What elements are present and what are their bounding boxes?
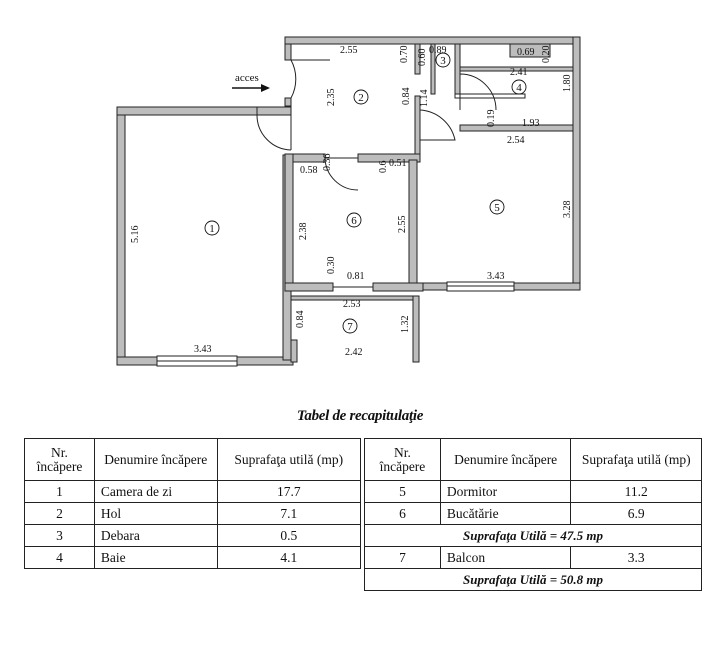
room-number-5: 5 bbox=[494, 202, 500, 214]
header-name: Denumire încăpere bbox=[440, 439, 571, 481]
table-row bbox=[365, 547, 702, 569]
row-name: Dormitor bbox=[440, 481, 571, 503]
recap-table-right bbox=[364, 438, 702, 591]
row-nr: 3 bbox=[25, 525, 95, 547]
row-name: Balcon bbox=[440, 547, 571, 569]
dim-dorm-bottom: 3.43 bbox=[487, 271, 505, 282]
table-row bbox=[365, 503, 702, 525]
row-area: 0.5 bbox=[217, 525, 360, 547]
header-area: Suprafaţa utilă (mp) bbox=[217, 439, 360, 481]
dim-buc-f: 0.81 bbox=[347, 271, 365, 282]
dim-hol-height: 2.35 bbox=[326, 88, 337, 106]
table-row bbox=[365, 481, 702, 503]
access-arrow bbox=[232, 84, 270, 92]
room-number-3: 3 bbox=[440, 55, 446, 67]
table-row bbox=[25, 525, 361, 547]
row-name: Baie bbox=[94, 547, 217, 569]
room-number-4: 4 bbox=[516, 82, 522, 94]
dim-hol-top: 2.55 bbox=[340, 45, 358, 56]
room-number-1: 1 bbox=[209, 223, 215, 235]
dim-balc-right: 1.32 bbox=[400, 315, 411, 333]
dim-baie-width: 2.41 bbox=[510, 67, 528, 78]
row-nr: 4 bbox=[25, 547, 95, 569]
dim-r1-width: 3.43 bbox=[194, 344, 212, 355]
dim-baie-bottom: 1.93 bbox=[522, 118, 540, 129]
recap-table-left bbox=[24, 438, 361, 569]
row-name: Camera de zi bbox=[94, 481, 217, 503]
dim-debara-b: 0.84 bbox=[401, 87, 412, 105]
dim-hol-door: 0.70 bbox=[399, 45, 410, 63]
dim-buc-height-left: 2.38 bbox=[298, 222, 309, 240]
header-nr: Nr. încăpere bbox=[25, 439, 95, 481]
dim-baie-height: 1.80 bbox=[562, 74, 573, 92]
room-number-6: 6 bbox=[351, 215, 357, 227]
row-nr: 2 bbox=[25, 503, 95, 525]
total-row: Suprafaţa Utilă = 50.8 mp bbox=[365, 569, 702, 591]
row-area: 17.7 bbox=[217, 481, 360, 503]
dim-baie-a: 0.69 bbox=[517, 47, 535, 58]
dim-debara-c: 1.14 bbox=[419, 89, 430, 107]
row-nr: 7 bbox=[365, 547, 441, 569]
room-number-7: 7 bbox=[347, 321, 353, 333]
dim-r1-height: 5.16 bbox=[130, 225, 141, 243]
access-label: acces bbox=[235, 72, 259, 84]
room-number-2: 2 bbox=[358, 92, 364, 104]
subtotal-row: Suprafaţa Utilă = 47.5 mp bbox=[365, 525, 702, 547]
row-area: 4.1 bbox=[217, 547, 360, 569]
dim-buc-b: 0.36 bbox=[322, 153, 333, 171]
row-nr: 1 bbox=[25, 481, 95, 503]
table-row bbox=[25, 481, 361, 503]
dim-baie-b: 0.20 bbox=[541, 45, 552, 63]
table-row bbox=[25, 547, 361, 569]
dim-buc-e: 0.30 bbox=[326, 256, 337, 274]
row-area: 6.9 bbox=[571, 503, 702, 525]
dim-debara-width: 0.89 bbox=[429, 45, 447, 56]
row-area: 11.2 bbox=[571, 481, 702, 503]
header-area: Suprafaţa utilă (mp) bbox=[571, 439, 702, 481]
dim-buc-c: 0.51 bbox=[389, 158, 407, 169]
row-area: 3.3 bbox=[571, 547, 702, 569]
row-name: Hol bbox=[94, 503, 217, 525]
row-nr: 5 bbox=[365, 481, 441, 503]
row-name: Bucătărie bbox=[440, 503, 571, 525]
table-row bbox=[25, 503, 361, 525]
header-name: Denumire încăpere bbox=[94, 439, 217, 481]
dim-dorm-height: 3.28 bbox=[562, 200, 573, 218]
dim-baie-c: 0.19 bbox=[486, 109, 497, 127]
table-title: Tabel de recapitulaţie bbox=[296, 408, 424, 424]
dim-balc-bottom: 2.42 bbox=[345, 347, 363, 358]
row-name: Debara bbox=[94, 525, 217, 547]
dim-balc-top: 2.53 bbox=[343, 299, 361, 310]
dim-buc-a: 0.58 bbox=[300, 165, 318, 176]
dim-balc-left: 0.84 bbox=[295, 310, 306, 328]
dim-dorm-top: 2.54 bbox=[507, 135, 525, 146]
header-nr: Nr. încăpere bbox=[365, 439, 441, 481]
dim-buc-height-right: 2.55 bbox=[397, 215, 408, 233]
dim-buc-d: 0.6 bbox=[378, 160, 389, 173]
row-area: 7.1 bbox=[217, 503, 360, 525]
dim-debara-a: 0.60 bbox=[417, 48, 428, 66]
walls bbox=[117, 37, 580, 365]
row-nr: 6 bbox=[365, 503, 441, 525]
